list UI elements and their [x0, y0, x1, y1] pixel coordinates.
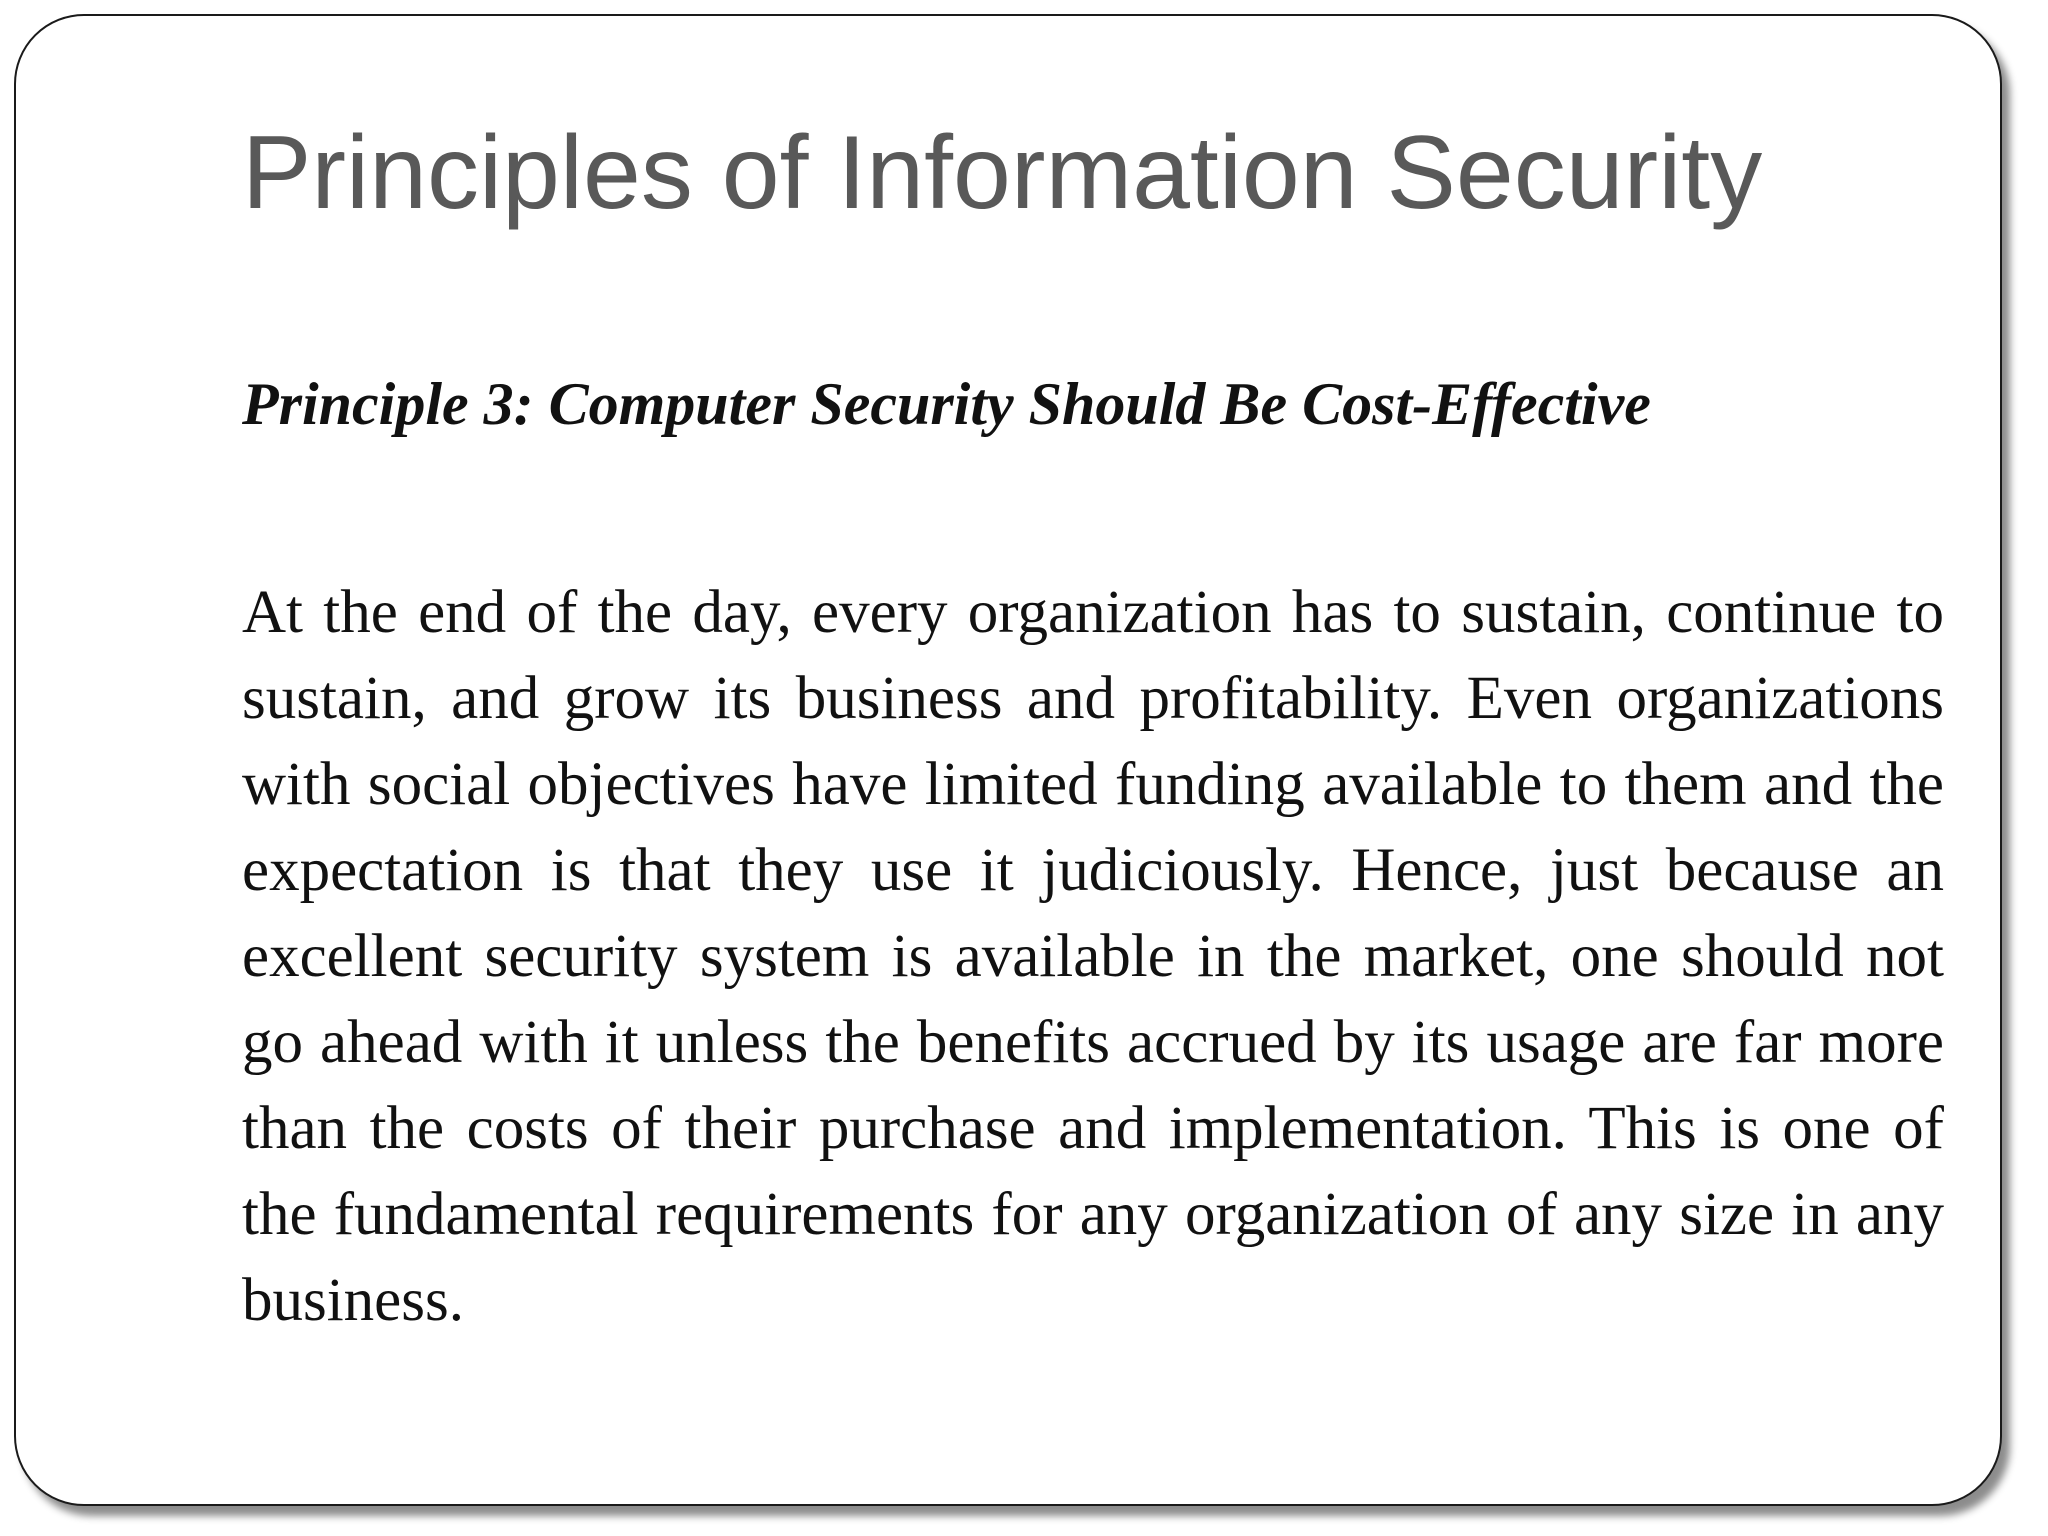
- slide-title: Principles of Information Security: [242, 115, 1763, 231]
- principle-heading: Principle 3: Computer Security Should Be Cost-Effective: [242, 371, 1651, 437]
- slide-frame: [14, 14, 2002, 1506]
- principle-body-text: At the end of the day, every organization has to sustain, continue to sustain, and grow its business and profitability. Even organizations with social objectives have limited funding available to them and the expectation is that they use it judiciously. Hence, just because an excellent security system is available in the market, one should not go ahead with it unless the benefits accrued by its usage are far more than the costs of their purchase and implementation. This is one of the fundamental requirements for any organization of any size in any business.: [242, 579, 1944, 1334]
